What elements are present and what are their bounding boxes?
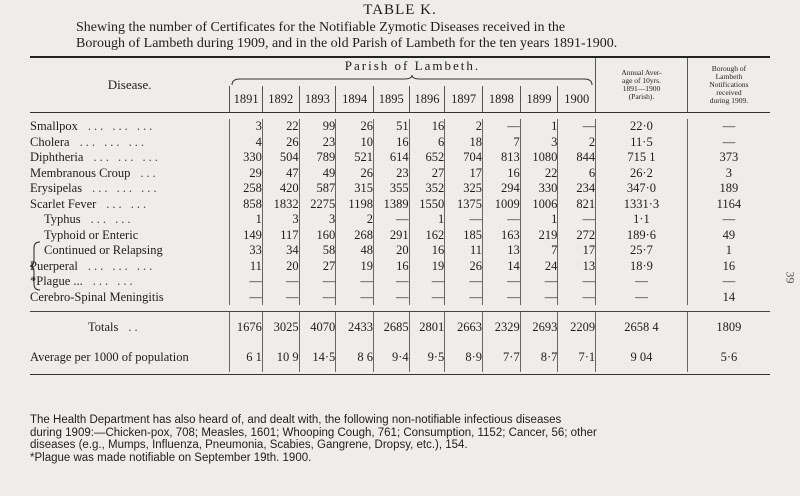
year-value: 20 [373, 243, 409, 259]
year-value: 844 [558, 150, 596, 166]
year-value: 821 [558, 197, 596, 213]
year-value: 11 [230, 259, 263, 275]
disease-name: Totals .. [30, 312, 230, 343]
year-value: 1375 [445, 197, 483, 213]
year-value: 2 [336, 212, 374, 228]
subtitle-line: Borough of Lambeth during 1909, and in the old Parish of Lambeth for the ten years 1891-1900. [76, 36, 618, 51]
year-value: 13 [558, 259, 596, 275]
year-value: 16 [373, 259, 409, 275]
year-value: 7 [520, 243, 558, 259]
parish-brace [230, 74, 596, 86]
disease-name: Typhoid or Enteric [44, 227, 139, 242]
borough-value: 16 [687, 259, 770, 275]
year-value: 27 [409, 166, 445, 182]
footnotes [30, 414, 772, 464]
year-value: 162 [409, 228, 445, 244]
annual-average-value: 11·5 [596, 135, 688, 151]
year-header: 1897 [445, 86, 483, 113]
borough-value: 1809 [687, 312, 770, 343]
borough-header: Borough of Lambeth Notifications received during 1909. [687, 57, 770, 113]
year-value: — [558, 119, 596, 135]
year-value: — [230, 274, 263, 290]
table-row [30, 166, 770, 182]
year-value: 7 [483, 135, 521, 151]
year-value: 34 [262, 243, 299, 259]
year-value: — [230, 290, 263, 306]
table-title: TABLE K. [363, 2, 437, 18]
average-row [30, 342, 770, 372]
year-value: 272 [558, 228, 596, 244]
year-value: 268 [336, 228, 374, 244]
year-value: — [520, 290, 558, 306]
year-value: — [299, 290, 336, 306]
footnote-line: The Health Department has also heard of, and dealt with, the following non-notifiable infectious diseases [30, 414, 562, 426]
year-value: — [373, 274, 409, 290]
borough-value: — [687, 212, 770, 228]
year-value: 13 [483, 243, 521, 259]
disease-name: Smallpox ... ... ... [30, 119, 156, 134]
year-value: 26 [262, 135, 299, 151]
annual-average-value: — [596, 290, 688, 306]
year-value: 813 [483, 150, 521, 166]
table-row [30, 290, 770, 306]
year-value: 149 [230, 228, 263, 244]
year-value: 330 [230, 150, 263, 166]
leader-dots: .. [128, 319, 141, 334]
disease-name: Puerperal ... ... ... [30, 258, 156, 273]
table-row [30, 197, 770, 213]
year-value: 614 [373, 150, 409, 166]
certificates-table [30, 56, 770, 375]
disease-name: Erysipelas ... ... ... [30, 181, 160, 196]
annual-average-value: 2658 4 [596, 312, 688, 343]
borough-value: 49 [687, 228, 770, 244]
year-value: 8 6 [336, 342, 374, 372]
year-value: 6 1 [230, 342, 263, 372]
year-value: — [373, 290, 409, 306]
year-value: 19 [409, 259, 445, 275]
table-row [30, 119, 770, 135]
annual-average-value: 25·7 [596, 243, 688, 259]
year-value: 352 [409, 181, 445, 197]
year-header: 1892 [262, 86, 299, 113]
parish-header: Parish of Lambeth. [344, 58, 481, 73]
year-header: 1894 [336, 86, 374, 113]
table-row [30, 259, 770, 275]
year-value: 8·7 [520, 342, 558, 372]
year-value: 49 [299, 166, 336, 182]
footnote-line: during 1909:—Chicken-pox, 708; Measles, 1601; Whooping Cough, 761; Consumption, 1152; Cancer, 56; other [30, 426, 597, 439]
year-value: 355 [373, 181, 409, 197]
year-value: 652 [409, 150, 445, 166]
year-value: 20 [262, 259, 299, 275]
year-value: 1198 [336, 197, 374, 213]
year-value: — [520, 274, 558, 290]
year-value: 16 [409, 119, 445, 135]
year-value: 2685 [373, 312, 409, 343]
annual-average-value: 1331·3 [596, 197, 688, 213]
year-value: 1 [520, 119, 558, 135]
year-value: 234 [558, 181, 596, 197]
year-value: 1676 [230, 312, 263, 343]
year-value: — [445, 274, 483, 290]
year-value: — [483, 274, 521, 290]
annual-average-header: Annual Aver- age of 10yrs. 1891—1900 (Parish). [596, 57, 688, 113]
year-value: 1832 [262, 197, 299, 213]
year-value: 3 [262, 212, 299, 228]
disease-name: Average per 1000 of population [30, 349, 189, 364]
year-value: 160 [299, 228, 336, 244]
table-row [30, 181, 770, 197]
year-value: 2209 [558, 312, 596, 343]
borough-value: 1164 [687, 197, 770, 213]
year-value: 26 [445, 259, 483, 275]
year-header: 1900 [558, 86, 596, 113]
year-value: 504 [262, 150, 299, 166]
year-value: 16 [483, 166, 521, 182]
year-value: — [558, 274, 596, 290]
typhus-group-brace [30, 241, 42, 291]
leader-dots: ... [140, 165, 159, 180]
year-value: 4 [230, 135, 263, 151]
year-value: 47 [262, 166, 299, 182]
year-value: — [483, 290, 521, 306]
page-number: 39 [783, 271, 798, 284]
year-value: — [262, 274, 299, 290]
borough-value: — [687, 119, 770, 135]
year-value: 185 [445, 228, 483, 244]
year-value: — [262, 290, 299, 306]
year-value: 315 [336, 181, 374, 197]
year-value: 58 [299, 243, 336, 259]
borough-value: 189 [687, 181, 770, 197]
year-value: 2693 [520, 312, 558, 343]
year-value: — [558, 212, 596, 228]
year-value: 587 [299, 181, 336, 197]
year-value: 858 [230, 197, 263, 213]
year-value: 325 [445, 181, 483, 197]
year-value: 10 9 [262, 342, 299, 372]
year-value: 3025 [262, 312, 299, 343]
year-value: 2801 [409, 312, 445, 343]
borough-value: 14 [687, 290, 770, 306]
leader-dots: ... ... [92, 274, 136, 289]
table-row [30, 212, 770, 228]
year-value: 29 [230, 166, 263, 182]
year-value: — [558, 290, 596, 306]
table-row [30, 274, 770, 290]
year-value: — [373, 212, 409, 228]
leader-dots: ... ... ... [79, 134, 147, 149]
annual-average-value: 9 04 [596, 342, 688, 372]
year-value: — [445, 290, 483, 306]
year-value: 704 [445, 150, 483, 166]
year-value: 1389 [373, 197, 409, 213]
year-value: 17 [445, 166, 483, 182]
year-value: 1550 [409, 197, 445, 213]
disease-header: Disease. [30, 57, 230, 113]
annual-average-value: 26·2 [596, 166, 688, 182]
year-value: 7·1 [558, 342, 596, 372]
year-value: 19 [336, 259, 374, 275]
year-value: 291 [373, 228, 409, 244]
year-value: — [483, 212, 521, 228]
table-row [30, 243, 770, 259]
table-body [30, 113, 770, 375]
disease-name: Cerebro-Spinal Meningitis [30, 289, 164, 304]
footnote-line: diseases (e.g., Mumps, Influenza, Pneumonia, Scabies, Gangrene, Dropsy, etc.), 154. [30, 439, 468, 451]
leader-dots: ... ... ... [93, 150, 161, 165]
year-value: 2 [445, 119, 483, 135]
year-value: 4070 [299, 312, 336, 343]
year-value: 23 [373, 166, 409, 182]
year-value: 330 [520, 181, 558, 197]
disease-name: Cholera ... ... ... [30, 134, 147, 149]
leader-dots: ... ... ... [92, 181, 160, 196]
annual-average-value: 18·9 [596, 259, 688, 275]
year-value: 16 [409, 243, 445, 259]
year-value: 51 [373, 119, 409, 135]
year-value: 99 [299, 119, 336, 135]
year-value: 23 [299, 135, 336, 151]
disease-name: Continued or Relapsing [44, 243, 163, 258]
year-value: 9·5 [409, 342, 445, 372]
year-value: — [299, 274, 336, 290]
leader-dots: ... ... [90, 212, 134, 227]
year-value: 22 [520, 166, 558, 182]
disease-name: *Plague ... ... ... [30, 274, 136, 289]
year-value: 2329 [483, 312, 521, 343]
year-value: 258 [230, 181, 263, 197]
annual-average-value: — [596, 274, 688, 290]
borough-value: 1 [687, 243, 770, 259]
borough-value: 373 [687, 150, 770, 166]
year-value: 789 [299, 150, 336, 166]
footnote-line: *Plague was made notifiable on September 19th. 1900. [30, 451, 312, 464]
year-value: — [483, 119, 521, 135]
year-value: 3 [299, 212, 336, 228]
year-value: 9·4 [373, 342, 409, 372]
year-value: 14·5 [299, 342, 336, 372]
disease-name: Diphtheria ... ... ... [30, 150, 161, 165]
disease-name: Scarlet Fever ... ... [30, 196, 150, 211]
year-value: 1006 [520, 197, 558, 213]
year-value: — [336, 274, 374, 290]
year-value: 18 [445, 135, 483, 151]
year-value: — [445, 212, 483, 228]
year-value: 48 [336, 243, 374, 259]
disease-name: Membranous Croup ... [30, 165, 159, 180]
year-value: 26 [336, 166, 374, 182]
year-value: 3 [230, 119, 263, 135]
borough-value: — [687, 135, 770, 151]
year-value: 11 [445, 243, 483, 259]
year-value: 6 [409, 135, 445, 151]
year-value: 2 [558, 135, 596, 151]
year-header: 1893 [299, 86, 336, 113]
disease-name: Typhus ... ... [44, 212, 134, 227]
year-value: 27 [299, 259, 336, 275]
year-value: 1 [520, 212, 558, 228]
year-header: 1895 [373, 86, 409, 113]
subtitle-line: Shewing the number of Certificates for the Notifiable Zymotic Diseases received in the [76, 20, 566, 35]
leader-dots: ... ... ... [87, 119, 156, 134]
table-subtitle [76, 20, 736, 52]
year-value: 2663 [445, 312, 483, 343]
borough-value: 3 [687, 166, 770, 182]
year-value: 294 [483, 181, 521, 197]
annual-average-value: 189·6 [596, 228, 688, 244]
year-value: 7·7 [483, 342, 521, 372]
year-value: 10 [336, 135, 374, 151]
year-value: 24 [520, 259, 558, 275]
annual-average-value: 347·0 [596, 181, 688, 197]
year-value: 26 [336, 119, 374, 135]
year-value: 33 [230, 243, 263, 259]
year-value: 17 [558, 243, 596, 259]
year-header: 1898 [483, 86, 521, 113]
year-value: 22 [262, 119, 299, 135]
year-value: 117 [262, 228, 299, 244]
table-row [30, 135, 770, 151]
year-value: 3 [520, 135, 558, 151]
year-value: 163 [483, 228, 521, 244]
borough-value: — [687, 274, 770, 290]
year-value: 14 [483, 259, 521, 275]
year-header: 1896 [409, 86, 445, 113]
annual-average-value: 22·0 [596, 119, 688, 135]
leader-dots: ... ... [106, 196, 150, 211]
annual-average-value: 1·1 [596, 212, 688, 228]
table-row [30, 228, 770, 244]
leader-dots: ... ... ... [87, 258, 156, 273]
year-value: 1009 [483, 197, 521, 213]
year-header: 1899 [520, 86, 558, 113]
year-value: 420 [262, 181, 299, 197]
year-value: 1080 [520, 150, 558, 166]
year-value: 8·9 [445, 342, 483, 372]
table-row [30, 150, 770, 166]
year-header: 1891 [230, 86, 263, 113]
totals-row [30, 312, 770, 343]
year-value: — [409, 274, 445, 290]
year-value: 1 [230, 212, 263, 228]
year-value: — [336, 290, 374, 306]
year-value: 2433 [336, 312, 374, 343]
year-value: — [409, 290, 445, 306]
year-value: 2275 [299, 197, 336, 213]
year-value: 219 [520, 228, 558, 244]
year-value: 521 [336, 150, 374, 166]
year-value: 1 [409, 212, 445, 228]
year-value: 16 [373, 135, 409, 151]
annual-average-value: 715 1 [596, 150, 688, 166]
borough-value: 5·6 [687, 342, 770, 372]
year-value: 6 [558, 166, 596, 182]
